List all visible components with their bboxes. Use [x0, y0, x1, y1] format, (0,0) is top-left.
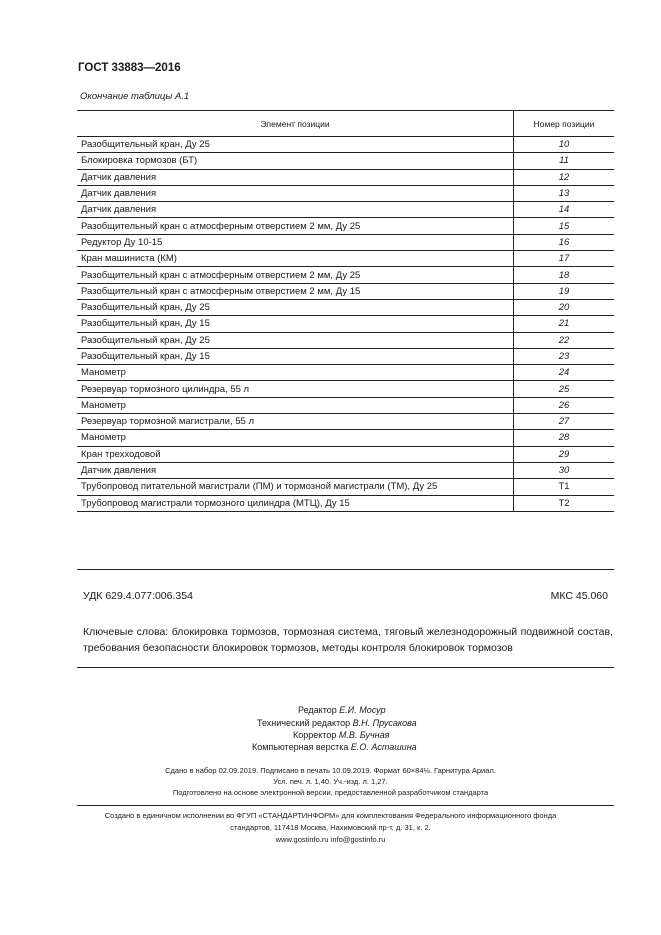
row-number: 13	[514, 185, 615, 201]
credit-label: Редактор	[298, 705, 337, 715]
mks-code: МКС 45.060	[550, 590, 608, 602]
positions-table	[77, 110, 614, 512]
row-element: Манометр	[77, 430, 514, 446]
footer-line: стандартов, 117418 Москва, Нахимовский пр-т, д. 31, к. 2.	[230, 823, 431, 832]
row-number: 21	[514, 316, 615, 332]
row-number: 25	[514, 381, 615, 397]
row-number: 30	[514, 462, 615, 478]
print-info-line: Подготовлено на основе электронной версии, предоставленной разработчиком стандарта	[172, 788, 489, 797]
row-element: Манометр	[77, 365, 514, 381]
table-row	[77, 430, 614, 446]
row-number: 22	[514, 332, 615, 348]
table-row	[77, 381, 614, 397]
row-element: Резервуар тормозного цилиндра, 55 л	[77, 381, 514, 397]
footer-line: Создано в единичном исполнении во ФГУП «СТАНДАРТИНФОРМ» для комплектования Федерального информационного фонда	[104, 811, 557, 820]
credit-label: Компьютерная верстка	[252, 742, 349, 752]
row-element: Разобщительный кран с атмосферным отверстием 2 мм, Ду 15	[77, 283, 514, 299]
row-element: Датчик давления	[77, 185, 514, 201]
table-row	[77, 479, 614, 495]
row-element: Разобщительный кран с атмосферным отверстием 2 мм, Ду 25	[77, 267, 514, 283]
table-row	[77, 462, 614, 478]
row-number: 24	[514, 365, 615, 381]
table-row	[77, 299, 614, 315]
column-header-number: Номер позиции	[514, 111, 615, 137]
row-number: 12	[514, 169, 615, 185]
credit-label: Технический редактор	[257, 718, 351, 728]
table-row	[77, 316, 614, 332]
footer-divider	[77, 805, 614, 806]
row-element: Трубопровод питательной магистрали (ПМ) и тормозной магистрали (ТМ), Ду 25	[77, 479, 514, 495]
row-number: 28	[514, 430, 615, 446]
credit-layout	[252, 742, 417, 752]
table-row	[77, 283, 614, 299]
row-element: Датчик давления	[77, 169, 514, 185]
row-element: Кран трехходовой	[77, 446, 514, 462]
table-row	[77, 137, 614, 153]
table-row	[77, 251, 614, 267]
credit-name: В.Н. Прусакова	[352, 718, 417, 728]
row-number: 15	[514, 218, 615, 234]
row-number: 14	[514, 202, 615, 218]
table-row	[77, 234, 614, 250]
row-number: 18	[514, 267, 615, 283]
table-header-row	[77, 111, 614, 137]
row-number: 17	[514, 251, 615, 267]
row-element: Разобщительный кран, Ду 25	[77, 332, 514, 348]
section-divider	[77, 569, 614, 570]
row-number: 10	[514, 137, 615, 153]
row-element: Разобщительный кран, Ду 25	[77, 299, 514, 315]
row-element: Разобщительный кран с атмосферным отверстием 2 мм, Ду 25	[77, 218, 514, 234]
table-row	[77, 202, 614, 218]
row-element: Резервуар тормозной магистрали, 55 л	[77, 414, 514, 430]
table-row	[77, 267, 614, 283]
row-element: Разобщительный кран, Ду 25	[77, 137, 514, 153]
row-element: Датчик давления	[77, 462, 514, 478]
credit-name: Е.И. Мосур	[339, 705, 386, 715]
credit-label: Корректор	[293, 730, 337, 740]
table-row	[77, 397, 614, 413]
row-element: Разобщительный кран, Ду 15	[77, 348, 514, 364]
row-element: Датчик давления	[77, 202, 514, 218]
row-element: Разобщительный кран, Ду 15	[77, 316, 514, 332]
row-element: Трубопровод магистрали тормозного цилиндра (МТЦ), Ду 15	[77, 495, 514, 511]
section-divider	[77, 667, 614, 668]
table-row	[77, 365, 614, 381]
row-number: 11	[514, 153, 615, 169]
print-info-line: Усл. печ. л. 1,40. Уч.-изд. л. 1,27.	[273, 777, 388, 786]
credit-editor	[298, 705, 386, 715]
keywords: Ключевые слова: блокировка тормозов, тормозная система, тяговый железнодорожный подвижной состав, требования безопасности блокировок тормозов, методы контроля блокировок тормозов	[83, 626, 613, 654]
table-row	[77, 495, 614, 511]
print-info	[0, 765, 661, 798]
table-row	[77, 185, 614, 201]
udk-code: УДК 629.4.077:006.354	[83, 590, 193, 602]
credit-corrector	[293, 730, 389, 740]
row-number: Т1	[514, 479, 615, 495]
table-row	[77, 218, 614, 234]
row-number: 26	[514, 397, 615, 413]
row-number: 19	[514, 283, 615, 299]
print-info-line: Сдано в набор 02.09.2019. Подписано в печать 10.09.2019. Формат 60×84⅛. Гарнитура Ариал.	[165, 766, 496, 775]
credit-name: Е.О. Асташина	[350, 742, 417, 752]
credit-name: М.В. Бучная	[338, 730, 390, 740]
publisher-footer	[0, 810, 661, 846]
row-element: Блокировка тормозов (БТ)	[77, 153, 514, 169]
row-number: Т2	[514, 495, 615, 511]
table-row	[77, 446, 614, 462]
row-number: 29	[514, 446, 615, 462]
row-number: 23	[514, 348, 615, 364]
table-caption: Окончание таблицы А.1	[80, 91, 190, 102]
table-row	[77, 332, 614, 348]
column-header-element: Элемент позиции	[77, 111, 514, 137]
row-number: 16	[514, 234, 615, 250]
row-number: 20	[514, 299, 615, 315]
row-element: Манометр	[77, 397, 514, 413]
table-row	[77, 153, 614, 169]
footer-line: www.gostinfo.ru info@gostinfo.ru	[275, 835, 386, 844]
credit-tech-editor	[257, 718, 417, 728]
row-element: Редуктор Ду 10-15	[77, 234, 514, 250]
document-code: ГОСТ 33883—2016	[78, 62, 181, 74]
table-row	[77, 414, 614, 430]
row-number: 27	[514, 414, 615, 430]
table-row	[77, 169, 614, 185]
table-row	[77, 348, 614, 364]
row-element: Кран машиниста (КМ)	[77, 251, 514, 267]
